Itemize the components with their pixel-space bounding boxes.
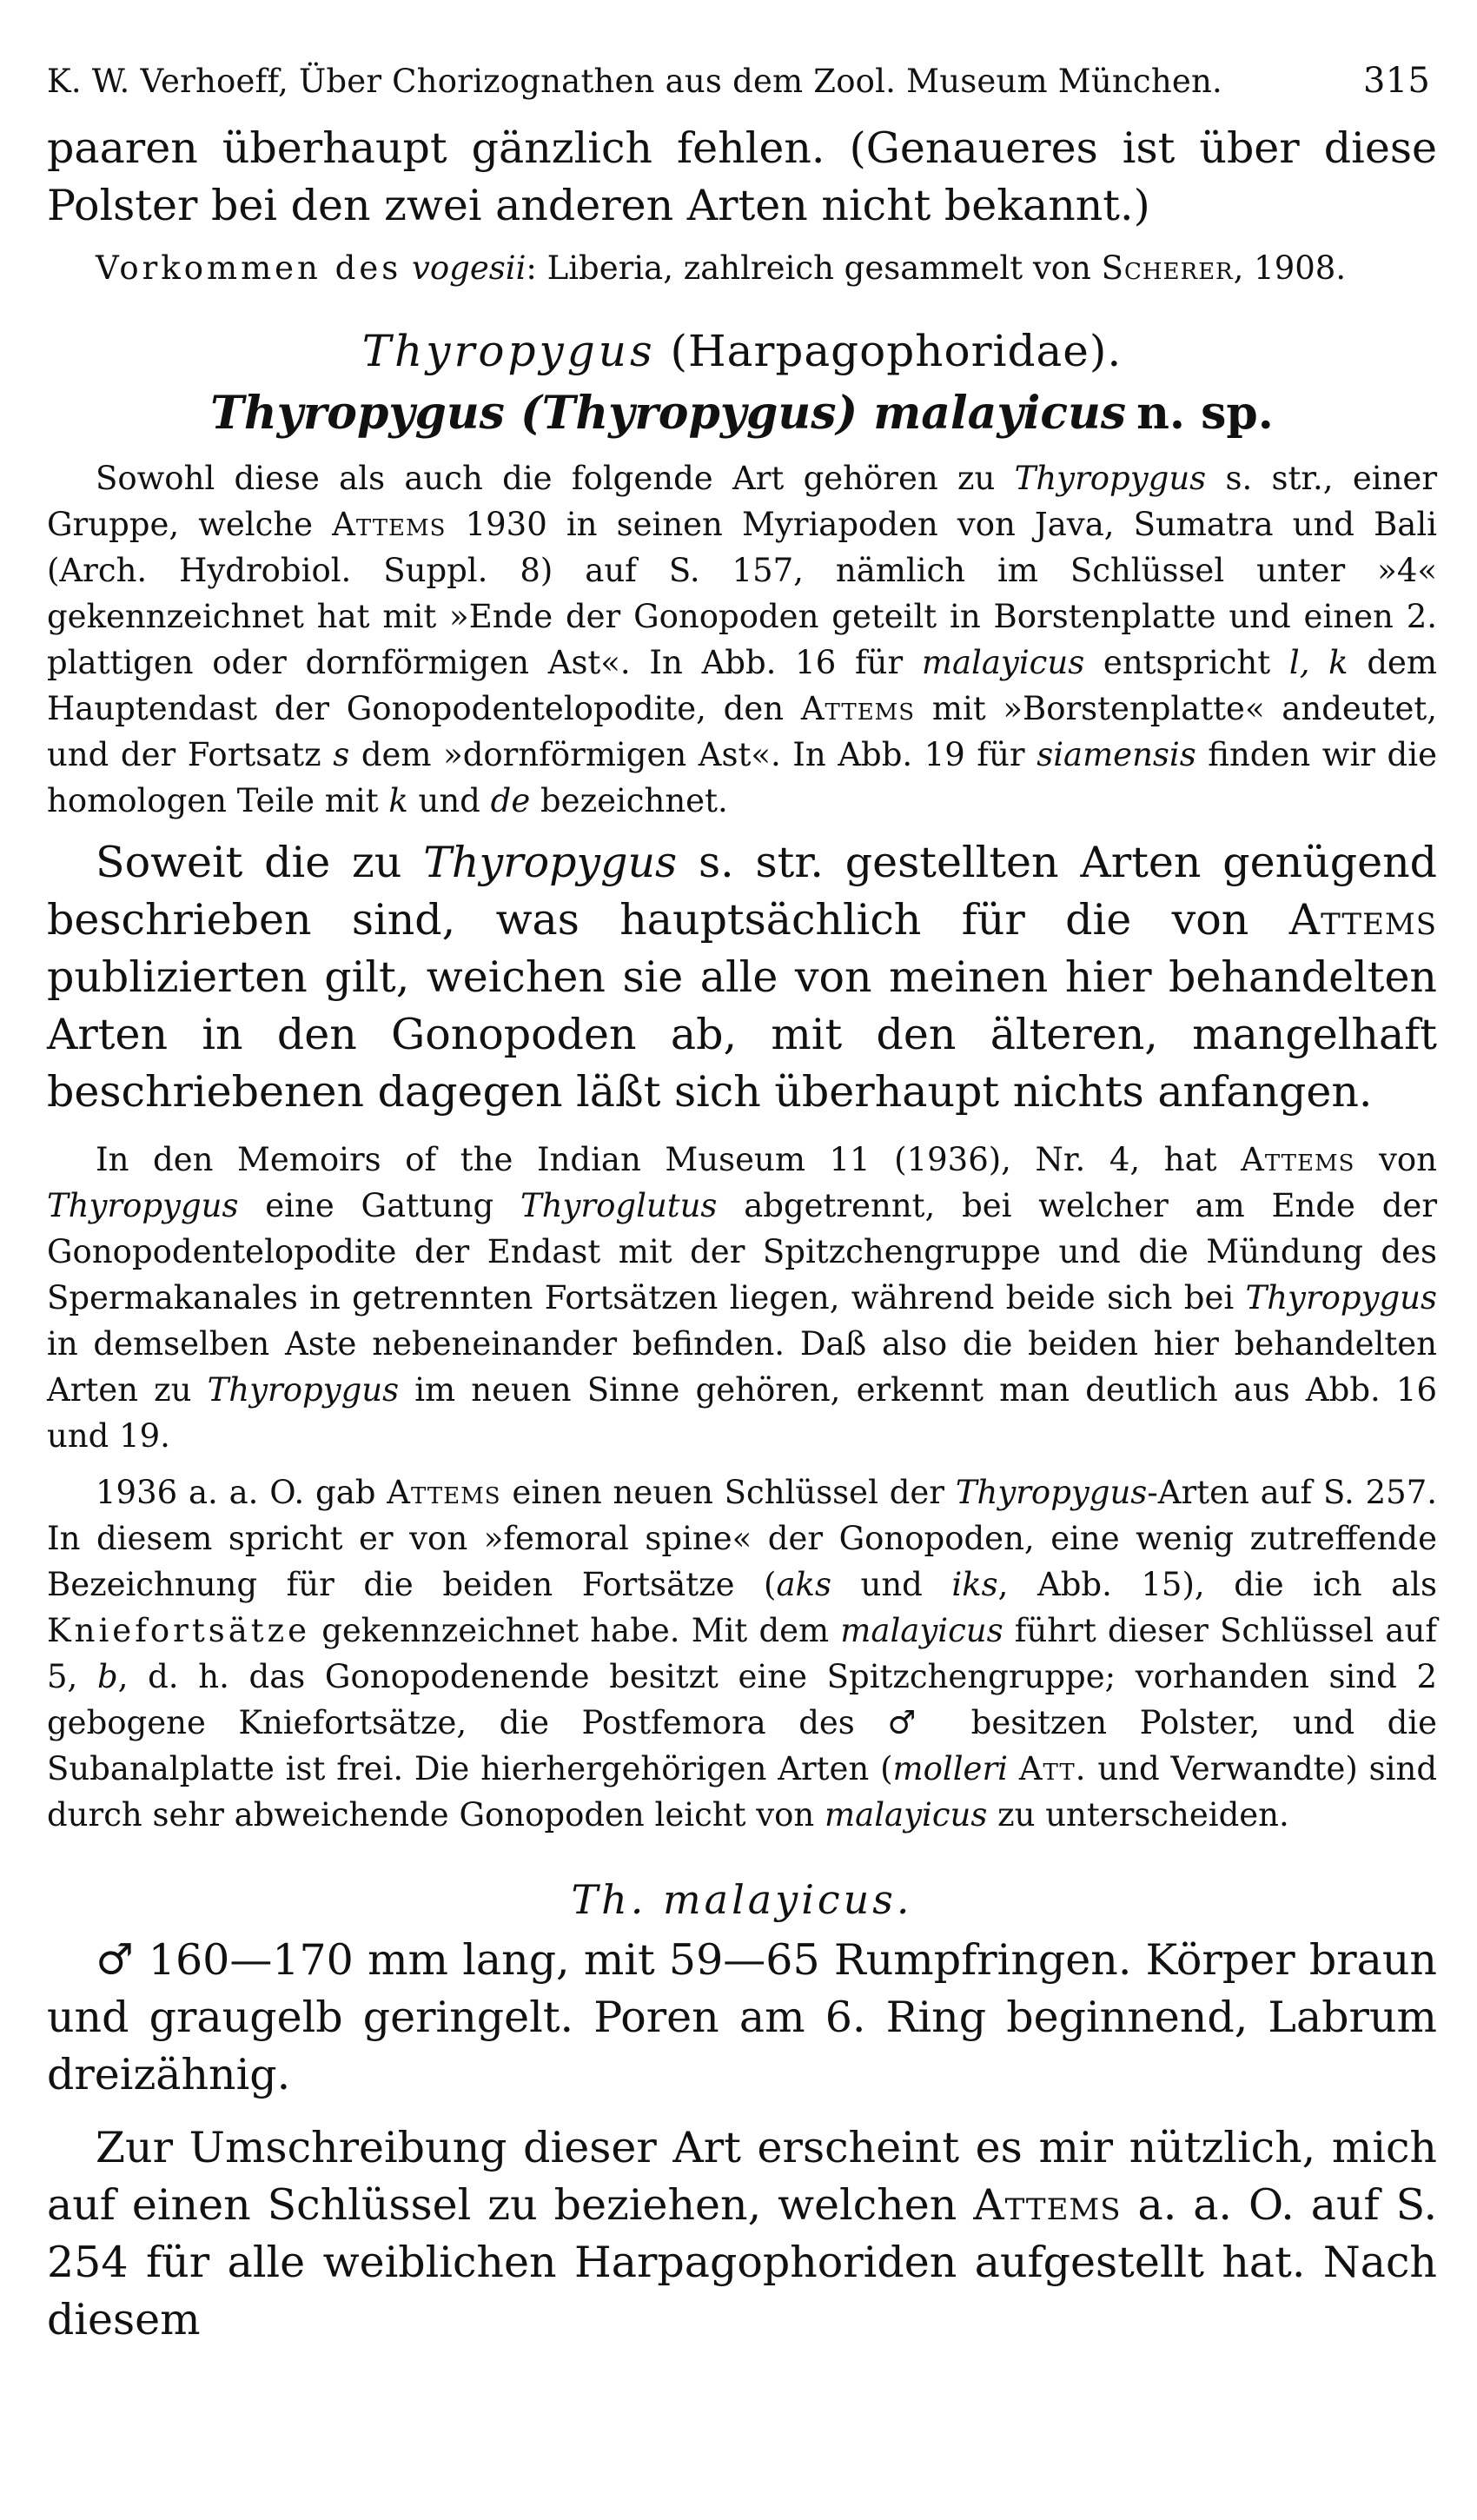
text-run: entspricht	[1103, 644, 1271, 681]
paragraph-comparison	[47, 834, 1437, 1121]
text-run: finden wir die homologen Teile mit	[47, 736, 1437, 819]
text-run: ♂ 160—170 mm lang, mit 59—65 Rumpfringen. Körper braun und graugelb geringelt. Poren am 6. Ring beginnend, Labrum dreizähnig.	[47, 1935, 1437, 2099]
author-name: Attems	[332, 506, 447, 543]
taxon-name: siamensis	[1037, 736, 1196, 773]
taxon-name: malayicus	[840, 1612, 1003, 1649]
figure-letter: s	[333, 736, 350, 773]
text-run: publizierten gilt, weichen sie alle von meinen hier behandelten Arten in den Gonopoden ab, mit den älteren, mangelhaft beschriebenen dagegen läßt sich überhaupt nichts anfangen.	[47, 952, 1437, 1117]
text-run: mit »Borstenplatte« andeutet, und der Fortsatz	[47, 690, 1438, 773]
genus-heading	[47, 326, 1437, 376]
taxon-name: Thyropygus	[423, 838, 678, 887]
figure-letter: aks	[776, 1566, 831, 1603]
occurrence-label: Vorkommen des	[96, 249, 402, 287]
author-name: Attems	[800, 690, 916, 727]
figure-letter: b	[97, 1658, 118, 1695]
taxon-name: Thyropygus	[47, 1187, 239, 1224]
paragraph-occurrence	[47, 245, 1437, 291]
occurrence-text: : Liberia, zahlreich gesammelt von	[526, 249, 1091, 287]
paragraph-key-reference	[47, 2119, 1437, 2349]
text-run: von	[1379, 1141, 1438, 1178]
text-run: bezeichnet.	[540, 782, 728, 819]
spaced-term: Kniefortsätze	[47, 1612, 311, 1649]
taxon-name: vogesii	[411, 249, 527, 287]
taxon-name: Thyropygus	[1245, 1279, 1437, 1316]
section-heading: Th. malayicus.	[571, 1876, 913, 1923]
taxon-name: malayicus	[825, 1796, 988, 1834]
page-number: 315	[1363, 61, 1430, 101]
figure-letter: iks	[951, 1566, 998, 1603]
taxon-name: Thyropygus	[1014, 460, 1207, 497]
subgenus-name: (Thyropygus)	[520, 387, 858, 440]
genus-name: Thyropygus	[210, 387, 505, 440]
figure-letter: k	[388, 782, 408, 819]
paragraph-continuation	[47, 120, 1437, 235]
text-run: in demselben Aste nebeneinander befinden. Daß also die beiden hier behandelten Arten zu	[47, 1325, 1437, 1409]
paragraph-key	[47, 1469, 1437, 1838]
author-name: Attems	[1288, 895, 1438, 945]
text-run: Zur Umschreibung dieser Art erscheint es mir nützlich, mich auf einen Schlüssel zu beziehen, welchen	[47, 2123, 1437, 2230]
text-run: In den Memoirs of the Indian Museum 11 (1936), Nr. 4, hat	[96, 1141, 1217, 1178]
species-heading	[47, 387, 1437, 440]
paragraph-text: paaren überhaupt gänzlich fehlen. (Genaueres ist über diese Polster bei den zwei anderen Arten nicht bekannt.)	[47, 123, 1437, 230]
author-name: Attems	[387, 1474, 501, 1511]
text-run: eine Gattung	[265, 1187, 494, 1224]
text-run: 1930 in seinen Myriapoden von Java, Sumatra und Bali (Arch. Hydrobiol. Suppl. 8) auf S. 157, nämlich im Schlüssel unter »4« gekennzeichnet hat mit »Ende der Gonopoden geteilt in Borstenplatte und einen 2. plattigen oder dornförmigen Ast«. In Abb. 16 für	[47, 506, 1438, 681]
journal-page	[47, 61, 1437, 2349]
text-run: s. str., einer Gruppe, welche	[47, 460, 1438, 543]
text-run: 1936 a. a. O. gab	[96, 1474, 376, 1511]
paragraph-description	[47, 1932, 1437, 2104]
text-run: , d. h. das Gonopodenende besitzt eine Spitzchengruppe; vorhanden sind 2 gebogene Kniefortsätze, die Postfemora des ♂ besitzen Polster, und die Subanalplatte ist frei. Die hierhergehörigen Arten (	[47, 1658, 1437, 1787]
taxon-name: malayicus	[921, 644, 1085, 681]
paragraph-group-definition	[47, 455, 1437, 824]
text-run: und	[418, 782, 480, 819]
species-name: malayicus	[873, 387, 1127, 440]
text-run: gekennzeichnet habe. Mit dem	[321, 1612, 830, 1649]
running-header	[47, 61, 1437, 101]
occurrence-year: , 1908.	[1233, 249, 1347, 287]
text-run: einen neuen Schlüssel der	[512, 1474, 944, 1511]
taxon-name: Thyropygus	[207, 1371, 400, 1409]
taxon-name: molleri	[892, 1750, 1008, 1787]
new-species-marker: n. sp.	[1136, 387, 1274, 440]
family-name: (Harpagophoridae).	[670, 326, 1123, 376]
text-run: und Verwandte) sind durch sehr abweichende Gonopoden leicht von	[47, 1750, 1438, 1834]
taxon-name: Thyropygus	[955, 1474, 1148, 1511]
genus-name: Thyropygus	[361, 326, 656, 376]
figure-letter: de	[490, 782, 531, 819]
taxon-name: Thyroglutus	[520, 1187, 718, 1224]
author-name: Attems	[973, 2180, 1122, 2230]
text-run: dem »dornförmigen Ast«. In Abb. 19 für	[361, 736, 1025, 773]
author-name: Scherer	[1101, 249, 1234, 287]
author-name: Att.	[1018, 1750, 1087, 1787]
text-run: dem Hauptendast der Gonopodentelopodite, den	[47, 644, 1437, 727]
text-run: abgetrennt, bei welcher am Ende der Gonopodentelopodite der Endast mit der Spitzchengruppe und die Mündung des Spermakanales in getrennten Fortsätzen liegen, während beide sich bei	[47, 1187, 1438, 1316]
text-run: -Arten auf S. 257. In diesem spricht er von »femoral spine« der Gonopoden, eine wenig zutreffende Bezeichnung für die beiden Fortsätze (	[47, 1474, 1438, 1603]
text-run: zu unterscheiden.	[997, 1796, 1289, 1834]
paragraph-memoirs	[47, 1137, 1437, 1459]
text-run: und	[860, 1566, 923, 1603]
running-title: K. W. Verhoeff, Über Chorizognathen aus dem Zool. Museum München.	[47, 63, 1222, 100]
text-run: , Abb. 15), die ich als	[997, 1566, 1438, 1603]
text-run: s. str. gestellten Arten genügend beschrieben sind, was hauptsächlich für die von	[47, 838, 1438, 945]
text-run: führt dieser Schlüssel auf 5,	[47, 1612, 1438, 1695]
author-name: Attems	[1241, 1141, 1355, 1178]
text-run: Soweit die zu	[96, 838, 402, 887]
text-run: Sowohl diese als auch die folgende Art gehören zu	[96, 460, 996, 497]
figure-letter: l, k	[1288, 644, 1348, 681]
text-run: a. a. O. auf S. 254 für alle weiblichen Harpagophoriden aufgestellt hat. Nach diesem	[47, 2180, 1438, 2344]
text-run: im neuen Sinne gehören, erkennt man deutlich aus Abb. 16 und 19.	[47, 1371, 1437, 1455]
